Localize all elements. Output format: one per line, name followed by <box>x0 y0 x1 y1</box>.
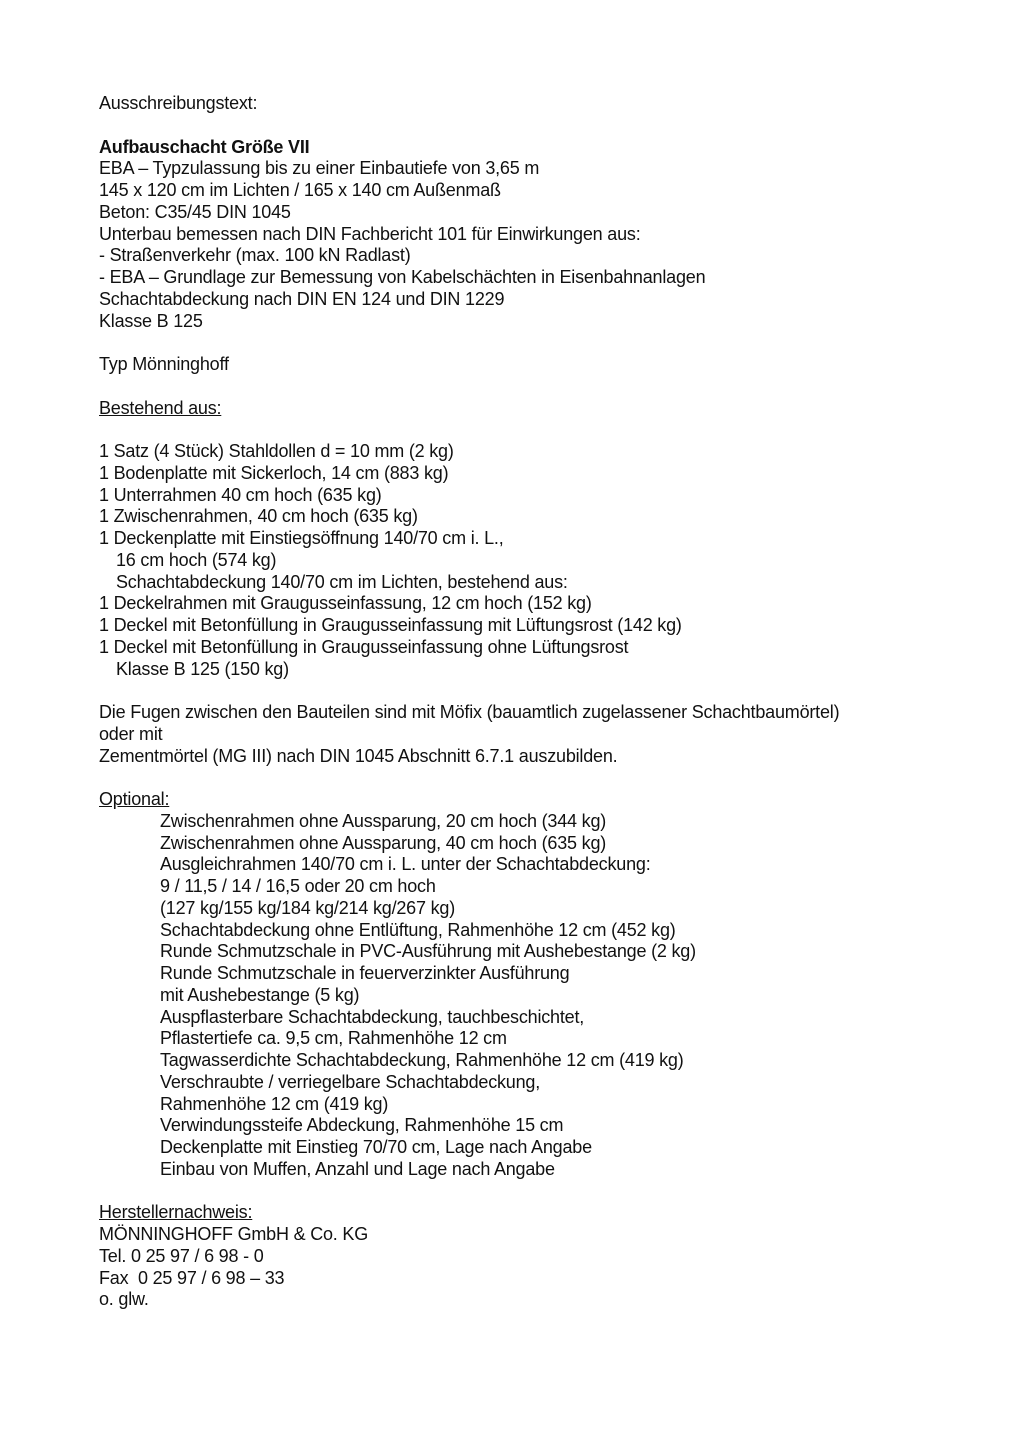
text-line: o. glw. <box>99 1289 149 1310</box>
text-line: Auspflasterbare Schachtabdeckung, tauchbeschichtet, <box>160 1006 585 1027</box>
blank-line <box>99 1181 979 1203</box>
section-4 <box>99 441 979 680</box>
text-line: Zwischenrahmen ohne Aussparung, 40 cm hoch (635 kg) <box>160 832 607 853</box>
text-line: 1 Zwischenrahmen, 40 cm hoch (635 kg) <box>99 506 418 527</box>
text-line: - Straßenverkehr (max. 100 kN Radlast) <box>99 245 411 266</box>
text-line: 1 Satz (4 Stück) Stahldollen d = 10 mm (2 kg) <box>99 441 454 461</box>
text-line: Runde Schmutzschale in PVC-Ausführung mit Aushebestange (2 kg) <box>160 941 696 962</box>
text-line: 1 Unterrahmen 40 cm hoch (635 kg) <box>99 484 382 505</box>
text-line: Ausgleichrahmen 140/70 cm i. L. unter der Schachtabdeckung: <box>160 854 651 875</box>
blank-line <box>99 376 979 398</box>
blank-line <box>99 419 979 441</box>
blank-line <box>99 680 979 702</box>
text-line: Typ Mönninghoff <box>99 354 229 374</box>
text-line: 1 Deckelrahmen mit Graugusseinfassung, 12 cm hoch (152 kg) <box>99 593 592 614</box>
text-line: Rahmenhöhe 12 cm (419 kg) <box>160 1093 389 1114</box>
blank-line <box>99 332 979 354</box>
text-line: Fax 0 25 97 / 6 98 – 33 <box>99 1267 285 1288</box>
text-line: Zwischenrahmen ohne Aussparung, 20 cm hoch (344 kg) <box>160 810 607 831</box>
text-line: Tagwasserdichte Schachtabdeckung, Rahmenhöhe 12 cm (419 kg) <box>160 1050 684 1070</box>
text-line: Zementmörtel (MG III) nach DIN 1045 Abschnitt 6.7.1 auszubilden. <box>99 745 618 766</box>
text-line: 145 x 120 cm im Lichten / 165 x 140 cm Außenmaß <box>99 180 501 200</box>
text-line: oder mit <box>99 723 163 744</box>
document-title: Aufbauschacht Größe VII <box>99 136 310 157</box>
blank-line <box>99 767 979 789</box>
text-line: Verwindungssteife Abdeckung, Rahmenhöhe 15 cm <box>160 1115 564 1136</box>
text-line: MÖNNINGHOFF GmbH & Co. KG <box>99 1224 369 1244</box>
document-page <box>99 93 979 1311</box>
text-line: Einbau von Muffen, Anzahl und Lage nach Angabe <box>160 1158 555 1179</box>
text-line: - EBA – Grundlage zur Bemessung von Kabelschächten in Eisenbahnanlagen <box>99 267 706 287</box>
section-5 <box>99 702 979 767</box>
text-line: Tel. 0 25 97 / 6 98 - 0 <box>99 1245 264 1266</box>
text-line: Beton: C35/45 DIN 1045 <box>99 201 291 222</box>
text-line: EBA – Typzulassung bis zu einer Einbautiefe von 3,65 m <box>99 158 540 179</box>
text-line: Unterbau bemessen nach DIN Fachbericht 101 für Einwirkungen aus: <box>99 223 641 244</box>
text-line: 1 Deckenplatte mit Einstiegsöffnung 140/70 cm i. L., <box>99 528 504 548</box>
text-line: 1 Deckel mit Betonfüllung in Graugusseinfassung ohne Lüftungsrost <box>99 636 629 657</box>
text-line: 9 / 11,5 / 14 / 16,5 oder 20 cm hoch <box>160 876 436 896</box>
text-line: Verschraubte / verriegelbare Schachtabdeckung, <box>160 1071 541 1092</box>
text-line: 1 Bodenplatte mit Sickerloch, 14 cm (883 kg) <box>99 462 449 483</box>
text-line: Schachtabdeckung nach DIN EN 124 und DIN 1229 <box>99 288 505 309</box>
section-heading: Bestehend aus: <box>99 397 222 418</box>
section-6 <box>99 789 979 1181</box>
text-line: Schachtabdeckung 140/70 cm im Lichten, bestehend aus: <box>116 571 568 592</box>
text-line: mit Aushebestange (5 kg) <box>160 984 360 1005</box>
text-line: (127 kg/155 kg/184 kg/214 kg/267 kg) <box>160 897 456 918</box>
text-line: Klasse B 125 (150 kg) <box>116 658 289 679</box>
blank-line <box>99 115 979 137</box>
section-1 <box>99 137 979 333</box>
section-3 <box>99 398 979 420</box>
text-line: Pflastertiefe ca. 9,5 cm, Rahmenhöhe 12 cm <box>160 1028 507 1049</box>
text-line: Die Fugen zwischen den Bauteilen sind mit Möfix (bauamtlich zugelassener Schachtbaumörtel) <box>99 702 840 722</box>
section-heading: Herstellernachweis: <box>99 1202 253 1223</box>
text-line: 1 Deckel mit Betonfüllung in Graugusseinfassung mit Lüftungsrost (142 kg) <box>99 615 682 635</box>
section-0 <box>99 93 979 115</box>
text-line: 16 cm hoch (574 kg) <box>116 549 277 570</box>
section-2 <box>99 354 979 376</box>
section-heading: Optional: <box>99 789 170 809</box>
text-line: Schachtabdeckung ohne Entlüftung, Rahmenhöhe 12 cm (452 kg) <box>160 919 676 940</box>
section-7 <box>99 1202 979 1311</box>
text-line: Runde Schmutzschale in feuerverzinkter Ausführung <box>160 963 570 983</box>
text-line: Klasse B 125 <box>99 310 203 331</box>
text-line: Ausschreibungstext: <box>99 93 258 113</box>
text-line: Deckenplatte mit Einstieg 70/70 cm, Lage nach Angabe <box>160 1137 592 1157</box>
